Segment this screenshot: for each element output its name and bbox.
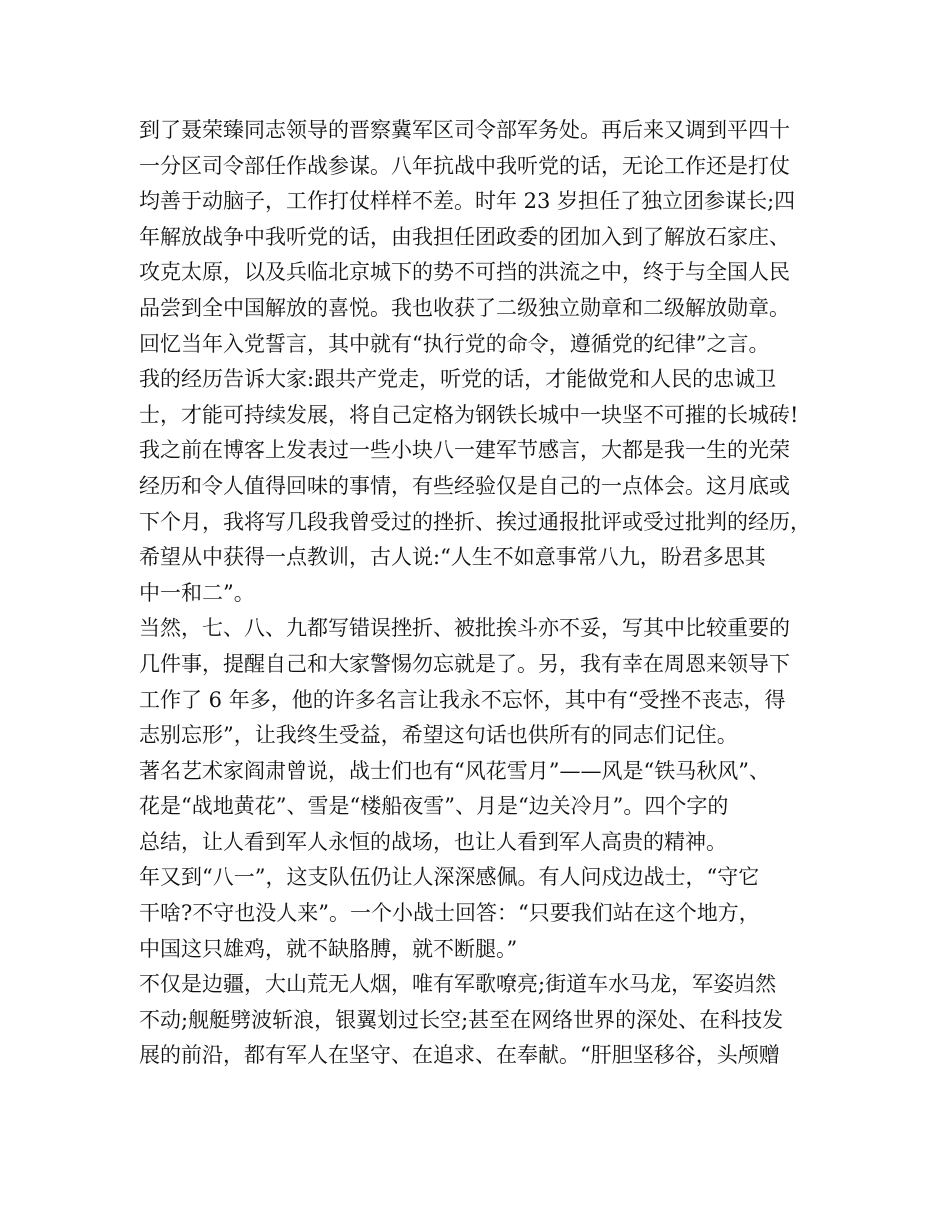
text-line: 当然，七、八、九都写错误挫折、被批挨斗亦不妥，写其中比较重要的 bbox=[139, 616, 790, 641]
text-line: 希望从中获得一点教训，古人说:“人生不如意事常八九，盼君多思其 bbox=[139, 545, 766, 570]
text-line: 展的前沿，都有军人在坚守、在追求、在奉献。“肝胆坚移谷，头颅赠 bbox=[139, 1043, 780, 1068]
text-line: 攻克太原，以及兵临北京城下的势不可挡的洪流之中，终于与全国人民 bbox=[139, 260, 790, 285]
text-line: 花是“战地黄花”、雪是“楼船夜雪”、月是“边关冷月”。四个字的 bbox=[139, 794, 729, 819]
text-line: 年解放战争中我听党的话，由我担任团政委的团加入到了解放石家庄、 bbox=[139, 224, 790, 249]
text-line: 我的经历告诉大家:跟共产党走，听党的话，才能做党和人民的忠诚卫 bbox=[139, 367, 777, 392]
text-line: 工作了 6 年多，他的许多名言让我永不忘怀，其中有“受挫不丧志，得 bbox=[139, 687, 786, 712]
text-line: 回忆当年入党誓言，其中就有“执行党的命令，遵循党的纪律”之言。 bbox=[139, 331, 770, 356]
text-line: 中一和二”。 bbox=[139, 580, 255, 605]
body-text bbox=[139, 113, 839, 1074]
text-line: 到了聂荣臻同志领导的晋察冀军区司令部军务处。再后来又调到平四十 bbox=[139, 118, 790, 142]
text-line: 均善于动脑子，工作打仗样样不差。时年 23 岁担任了独立团参谋长;四 bbox=[139, 189, 796, 214]
text-line: 总结，让人看到军人永恒的战场，也让人看到军人高贵的精神。 bbox=[139, 829, 727, 854]
text-line: 志别忘形”，让我终生受益，希望这句话也供所有的同志们记住。 bbox=[139, 723, 738, 748]
text-line: 一分区司令部任作战参谋。八年抗战中我听党的话，无论工作还是打仗 bbox=[139, 153, 790, 178]
text-line: 年又到“八一”，这支队伍仍让人深深感佩。有人问戍边战士，“守它 bbox=[139, 865, 760, 890]
text-line: 中国这只雄鸡，就不缺胳膊，就不断腿。” bbox=[139, 936, 518, 961]
text-line: 我之前在博客上发表过一些小块八一建军节感言，大都是我一生的光荣 bbox=[139, 438, 790, 463]
text-line: 著名艺术家阎肃曾说，战士们也有“风花雪月”——风是“铁马秋风”、 bbox=[139, 758, 770, 783]
text-line: 不仅是边疆，大山荒无人烟，唯有军歌嘹亮;街道车水马龙，军姿岿然 bbox=[139, 972, 777, 997]
text-line: 下个月，我将写几段我曾受过的挫折、挨过通报批评或受过批判的经历， bbox=[139, 509, 811, 534]
text-line: 经历和令人值得回味的事情，有些经验仅是自己的一点体会。这月底或 bbox=[139, 473, 790, 498]
text-line: 几件事，提醒自己和大家警惕勿忘就是了。另，我有幸在周恩来领导下 bbox=[139, 651, 790, 676]
text-line: 不动;舰艇劈波斩浪，银翼划过长空;甚至在网络世界的深处、在科技发 bbox=[139, 1007, 784, 1032]
text-line: 品尝到全中国解放的喜悦。我也收获了二级独立勋章和二级解放勋章。 bbox=[139, 295, 790, 320]
text-line: 士，才能可持续发展，将自己定格为钢铁长城中一块坚不可摧的长城砖! bbox=[139, 402, 799, 427]
text-line: 干啥?不守也没人来”。一个小战士回答：“只要我们站在这个地方， bbox=[139, 901, 760, 926]
